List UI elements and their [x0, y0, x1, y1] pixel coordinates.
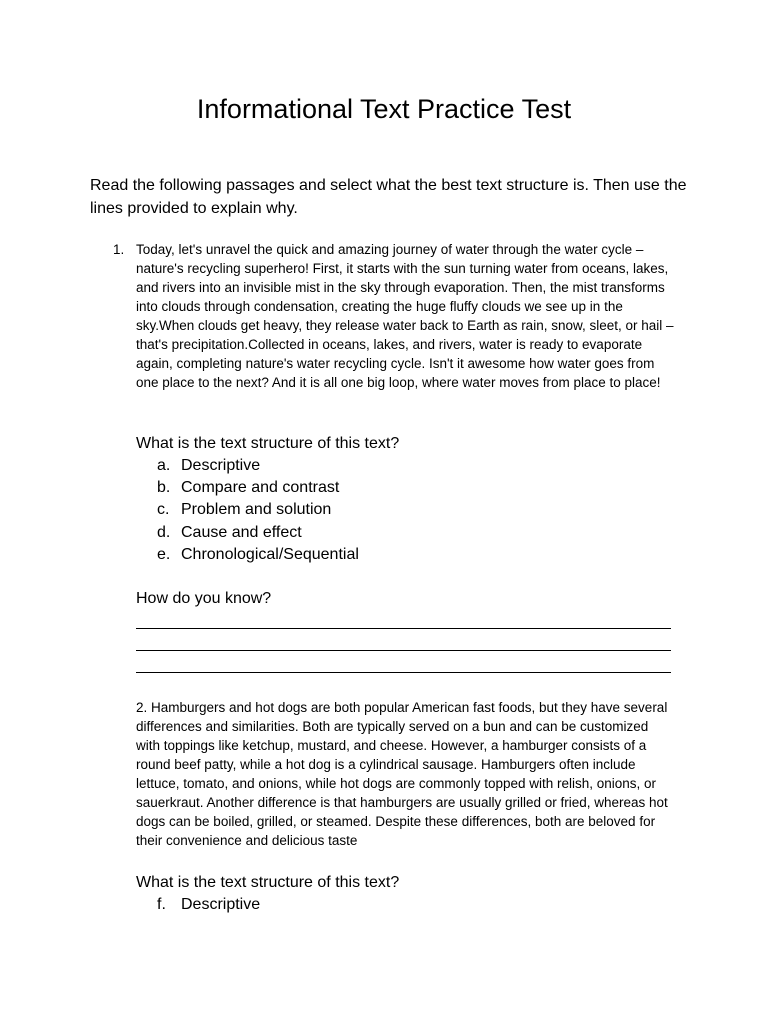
- option-letter: b.: [157, 479, 171, 497]
- option-letter: a.: [157, 457, 171, 474]
- option-letter: e.: [157, 545, 171, 563]
- question-1-prompt: What is the text structure of this text?: [136, 435, 400, 452]
- option-text: Descriptive: [181, 896, 261, 913]
- question-2-prompt: What is the text structure of this text?: [136, 874, 400, 891]
- option-text: Cause and effect: [181, 523, 302, 541]
- option-text: Compare and contrast: [181, 479, 340, 497]
- option-text: Descriptive: [181, 457, 261, 474]
- question-2-passage: 2. Hamburgers and hot dogs are both popular American fast foods, but they have several differences and similarities. Both are typically served on a bun and can be customized with toppings like ketchup, mustard, and cheese. However, a hamburger consists of a round beef patty, while a hot dog is a cylindrical sausage. Hamburgers often include lettuce, tomato, and onions, while hot dogs are commonly topped with relish, onions, or sauerkraut. Another difference is that hamburgers are usually grilled or fried, whereas hot dogs can be boiled, grilled, or steamed. Despite these differences, both are beloved for their convenience and delicious taste: [136, 700, 668, 848]
- option-text: Chronological/Sequential: [181, 545, 359, 563]
- answer-line[interactable]: [136, 672, 671, 673]
- option-letter: d.: [157, 523, 171, 541]
- page-title: Informational Text Practice Test: [196, 94, 572, 124]
- option-text: Problem and solution: [181, 501, 332, 519]
- question-1-passage: Today, let's unravel the quick and amazing journey of water through the water cycle – nature's recycling superhero! First, it starts with the sun turning water from oceans, lakes, and rivers into an invisible mist in the sky through evaporation. Then, the mist transforms into clouds through condensation, creating the huge fluffy clouds we see up in the sky.When clouds get heavy, they release water back to Earth as rain, snow, sleet, or hail – that's precipitation.Collected in oceans, lakes, and rivers, water is ready to evaporate again, completing nature's water recycling cycle. Isn't it awesome how water goes from one place to the next? And it is all one big loop, where water moves from place to place!: [136, 242, 674, 390]
- answer-line[interactable]: [136, 628, 671, 629]
- instructions-text: Read the following passages and select what the best text structure is. Then use the lines provided to explain why.: [90, 177, 687, 217]
- answer-line[interactable]: [136, 650, 671, 651]
- how-do-you-know-prompt: How do you know?: [136, 590, 272, 607]
- option-letter: c.: [157, 501, 170, 519]
- option-letter: f.: [157, 896, 166, 913]
- question-1-number: 1.: [113, 242, 125, 257]
